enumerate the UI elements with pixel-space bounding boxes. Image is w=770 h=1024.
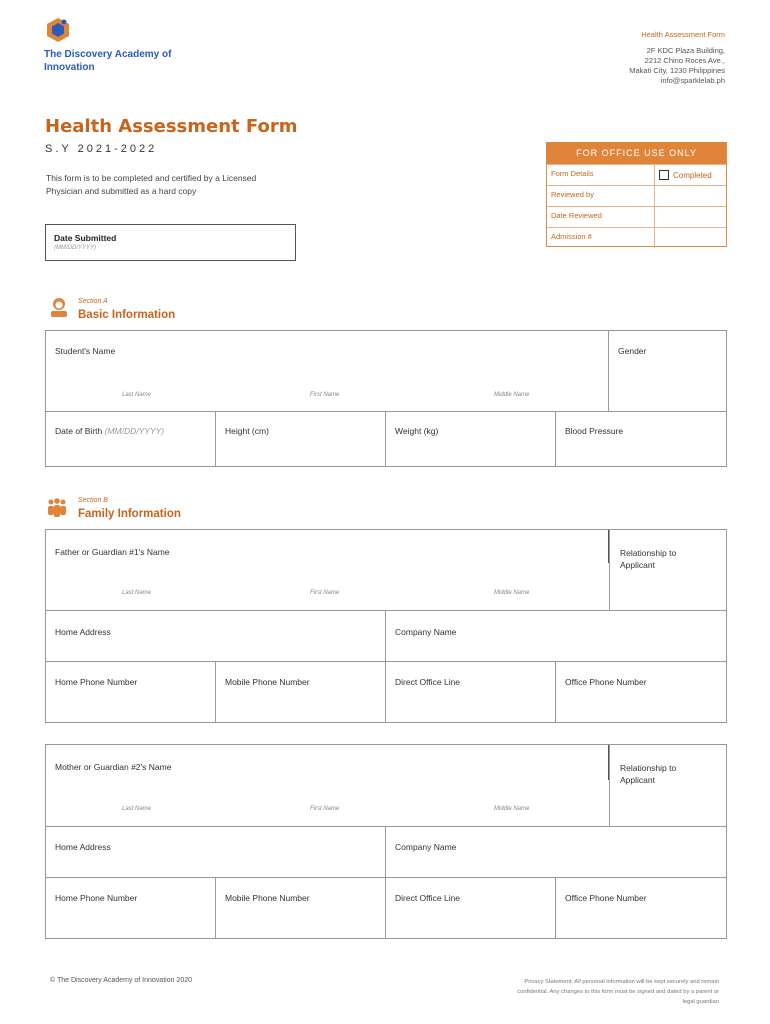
office-row [547,227,726,248]
guardian2-office-phone-field[interactable] [556,878,656,918]
home-address-label: Home Address [55,842,111,852]
address-line: 2212 Chino Roces Ave., [644,56,725,65]
office-heading: FOR OFFICE USE ONLY [547,143,726,164]
guardian2-company-field[interactable] [386,827,465,867]
first-name-hint: First Name [310,806,340,812]
section-b-title: Family Information [78,508,181,520]
dob-label: Date of Birth [55,426,103,436]
company-name-label: Company Name [395,842,457,852]
last-name-hint: Last Name [122,392,152,398]
guardian2-home-address-field[interactable] [46,827,120,867]
middle-name-hint: Middle Name [494,806,530,812]
weight-field[interactable] [386,411,447,451]
student-name-field[interactable] [46,331,124,371]
checkbox-icon[interactable] [659,170,669,180]
doc-label: Health Assessment Form [641,30,725,39]
footer-copyright: © The Discovery Academy of Innovation 2020 [50,977,192,984]
guardian2-name-field[interactable] [46,747,180,787]
office-row-value[interactable] [655,207,726,227]
office-row-label: Form Details [547,165,655,185]
blood-pressure-field[interactable] [556,411,632,451]
direct-line-label: Direct Office Line [395,893,461,903]
address-line: 2F KDC Plaza Building, [646,46,725,55]
home-phone-label: Home Phone Number [55,677,138,687]
height-field[interactable] [216,411,278,451]
guardian1-company-field[interactable] [386,612,465,652]
school-name: The Discovery Academy of Innovation [44,49,172,73]
footer-privacy: Privacy Statement: All personal information will be kept securely and remain confidential. Any changes to this form must be signed and dated by a parent or legal guardian [517,979,719,1005]
relationship-label: Relationship to Applicant [620,548,677,570]
date-submitted-field[interactable] [45,224,296,261]
completed-checkbox[interactable] [655,165,726,185]
first-name-hint: First Name [310,590,340,596]
guardian1-direct-line-field[interactable] [386,662,469,702]
guardian2-relationship-field[interactable] [611,747,721,801]
date-submitted-hint: (MM/DD/YYYY) [54,245,96,251]
guardian1-mobile-field[interactable] [216,662,319,702]
section-a-tag: Section A [78,298,108,305]
mobile-phone-label: Mobile Phone Number [225,893,310,903]
office-row-label: Admission # [547,228,655,248]
first-name-hint: First Name [310,392,340,398]
guardian1-grid [45,529,727,723]
guardian2-home-phone-field[interactable] [46,878,146,918]
relationship-label: Relationship to Applicant [620,763,677,785]
gender-field[interactable] [609,331,655,371]
home-phone-label: Home Phone Number [55,893,138,903]
guardian2-direct-line-field[interactable] [386,878,469,918]
office-phone-label: Office Phone Number [565,893,647,903]
guardian1-name-label: Father or Guardian #1's Name [55,547,170,557]
office-row-value[interactable] [655,186,726,206]
guardian1-home-address-field[interactable] [46,612,120,652]
company-name-label: Company Name [395,627,457,637]
last-name-hint: Last Name [122,806,152,812]
guardian1-relationship-field[interactable] [611,532,721,586]
weight-label: Weight (kg) [395,426,439,436]
address-line: Makati City, 1230 Philippines [629,66,725,75]
contact-email[interactable]: info@sparklelab.ph [660,76,725,85]
guardian2-mobile-field[interactable] [216,878,319,918]
office-row [547,185,726,206]
guardian2-name-label: Mother or Guardian #2's Name [55,762,172,772]
date-submitted-label: Date Submitted [54,233,117,243]
direct-line-label: Direct Office Line [395,677,461,687]
guardian1-office-phone-field[interactable] [556,662,656,702]
office-row-value[interactable] [655,228,726,248]
last-name-hint: Last Name [122,590,152,596]
middle-name-hint: Middle Name [494,392,530,398]
guardian2-grid [45,744,727,939]
guardian1-name-field[interactable] [46,532,179,572]
dob-hint: (MM/DD/YYYY) [104,426,165,436]
section-a-title: Basic Information [78,309,176,321]
office-use-table [546,142,727,247]
office-phone-label: Office Phone Number [565,677,647,687]
page-title: Health Assessment Form [45,116,298,137]
office-row-label: Reviewed by [547,186,655,206]
office-row-label: Date Reviewed [547,207,655,227]
blood-pressure-label: Blood Pressure [565,426,624,436]
guardian1-home-phone-field[interactable] [46,662,146,702]
mobile-phone-label: Mobile Phone Number [225,677,310,687]
student-name-label: Student's Name [55,346,116,356]
gender-label: Gender [618,346,647,356]
student-icon [48,296,70,318]
home-address-label: Home Address [55,627,111,637]
office-row [547,164,726,185]
school-year: S.Y 2021-2022 [45,143,158,155]
dob-field[interactable] [46,411,173,451]
section-b-tag: Section B [78,497,108,504]
middle-name-hint: Middle Name [494,590,530,596]
basic-info-grid [45,330,727,467]
family-icon [46,497,68,519]
header-contact [525,30,725,86]
completed-label: Completed [673,170,712,180]
office-row [547,206,726,227]
intro-text: This form is to be completed and certified by a Licensed Physician and submitted as a hard copy [46,173,257,196]
height-label: Height (cm) [225,426,269,436]
logo-icon [44,16,72,44]
